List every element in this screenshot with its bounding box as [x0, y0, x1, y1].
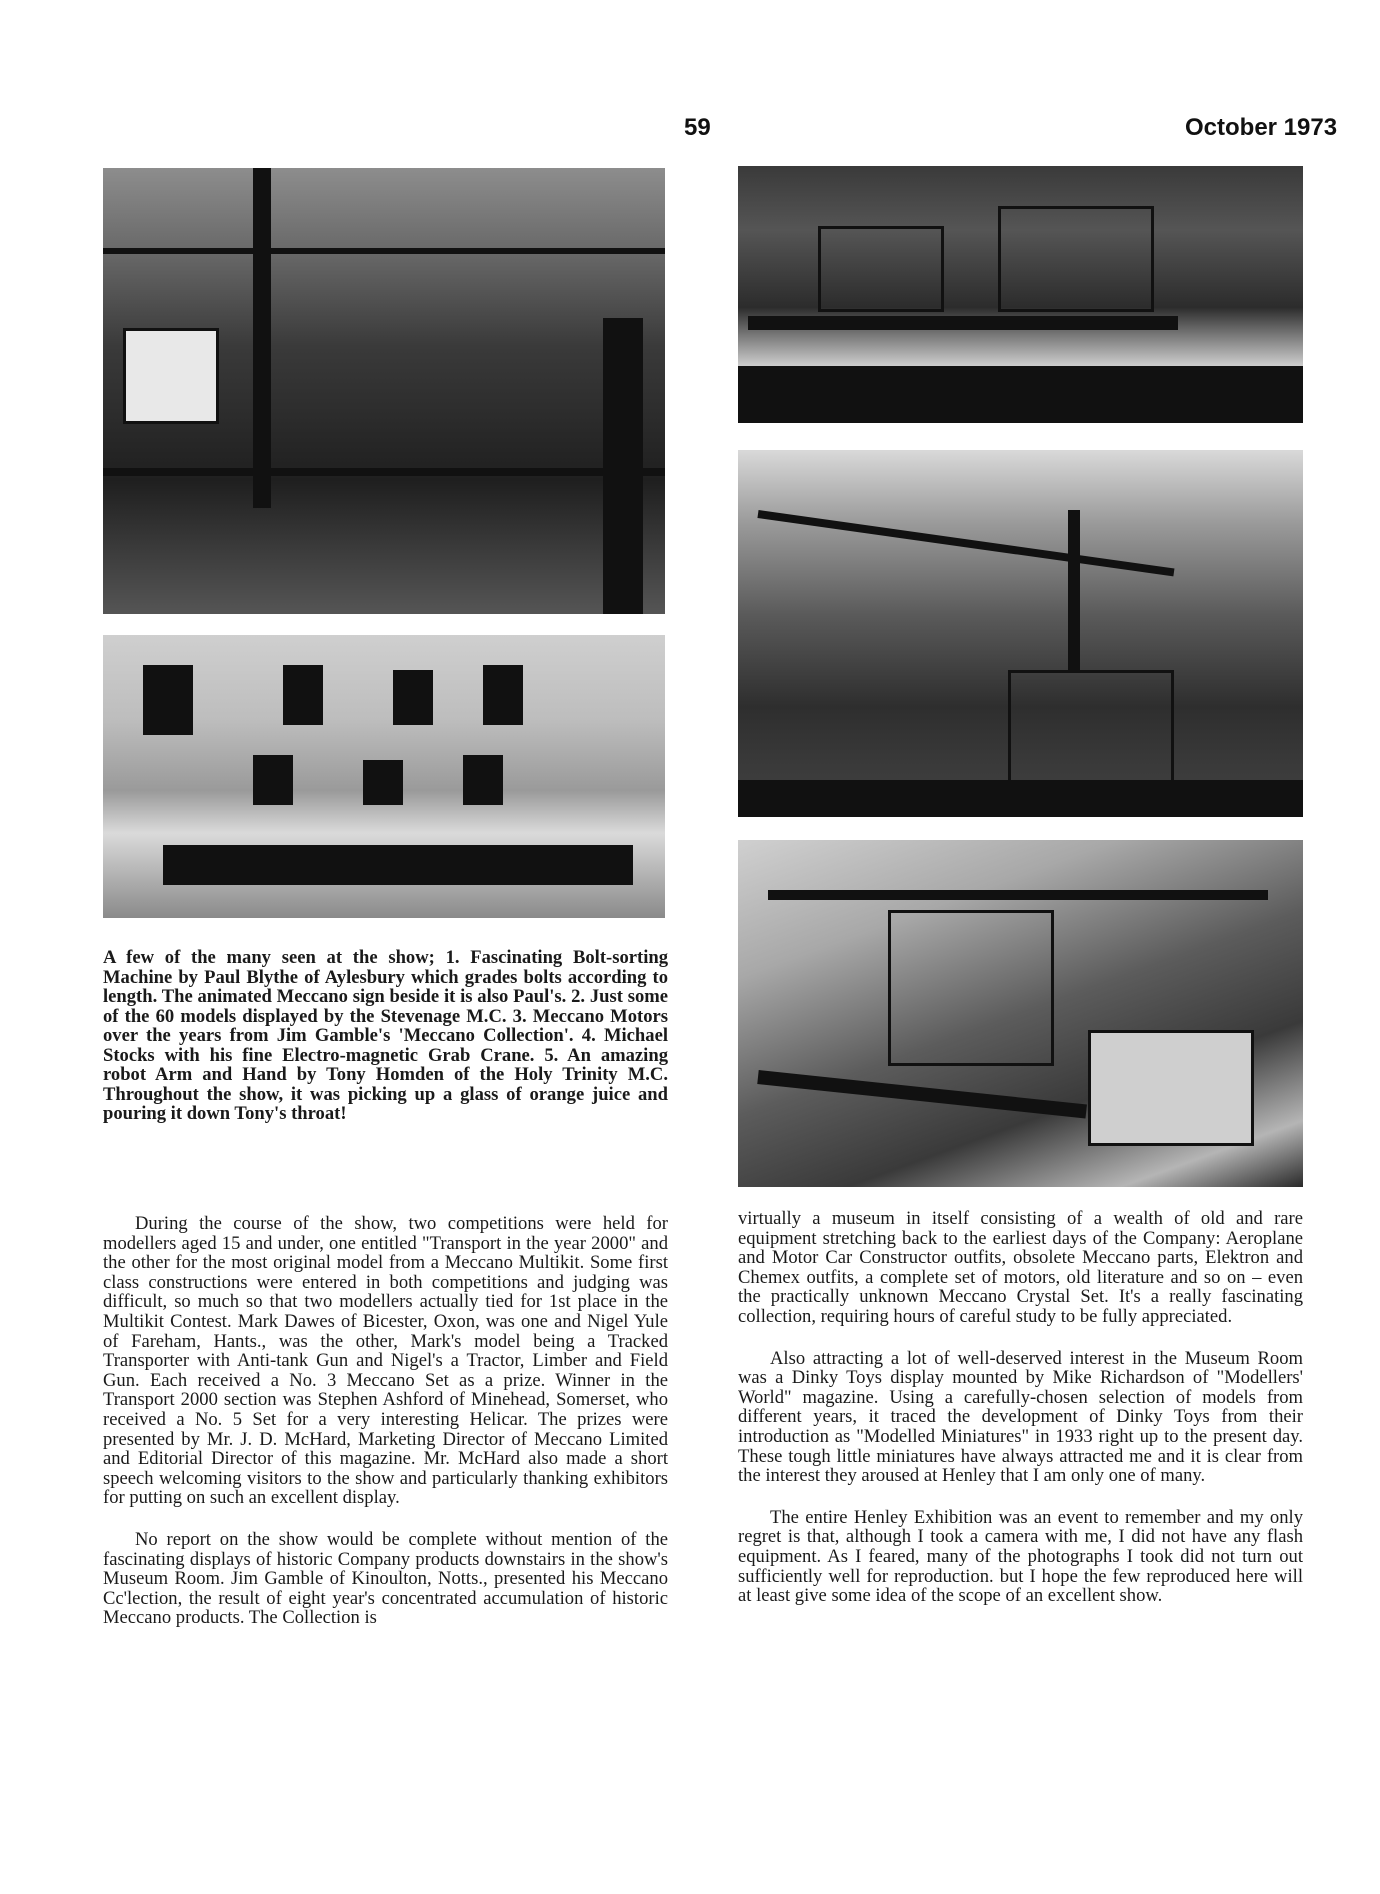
photo-meccano-motors — [738, 166, 1303, 423]
issue-date: October 1973 — [1185, 114, 1338, 141]
paragraph-competitions: During the course of the show, two competitions were held for modellers aged 15 and under, one entitled "Transport in the year 2000" and the other for the most original model from a Meccano Multikit. Some first class constructions were entered in both competitions and judging was difficult, so much so that two modellers actually tied for 1st place in the Multikit Contest. Mark Dawes of Bicester, Oxon, was one and Nigel Yule of Fareham, Hants., was the other, Mark's model being a Tracked Transporter with Anti-tank Gun and Nigel's a Tractor, Limber and Field Gun. Each received a No. 3 Meccano Set as a prize. Winner in the Transport 2000 section was Stephen Ashford of Minehead, Somerset, who received a No. 5 Set for a very interesting Helicar. The prizes were presented by Mr. J. D. McHard, Marketing Director of Meccano Limited and Editorial Director of this magazine. Mr. McHard also made a short speech welcoming visitors to the show and particularly thanking exhibitors for putting on such an excellent display. — [103, 1213, 668, 1509]
photo-bolt-sorting-machine — [103, 168, 665, 614]
photo-robot-arm — [738, 840, 1303, 1187]
photo-grab-crane — [738, 450, 1303, 817]
photo-stevenage-models — [103, 635, 665, 918]
paragraph-conclusion: The entire Henley Exhibition was an event to remember and my only regret is that, although I took a camera with me, I did not have any flash equipment. As I feared, many of the photographs I took did not turn out sufficiently well for reproduction. but I hope the few reproduced here will at least give some idea of the scope of an excellent show. — [738, 1506, 1303, 1607]
paragraph-collection-continued: virtually a museum in itself consisting of a wealth of old and rare equipment stretching back to the earliest days of the Company: Aeroplane and Motor Car Constructor outfits, obsolete Meccano parts, Elektron and Chemex outfits, a complete set of motors, old literature and so on – even the practically unknown Meccano Crystal Set. It's a really fascinating collection, requiring hours of careful study to be fully appreciated. — [738, 1208, 1303, 1327]
paragraph-dinky-toys: Also attracting a lot of well-deserved interest in the Museum Room was a Dinky Toys display mounted by Mike Richardson of "Modellers' World" magazine. Using a carefully-chosen selection of models from different years, it traced the development of Dinky Toys from their introduction as "Modelled Miniatures" in 1933 right up to the present day. These tough little miniatures have always attracted me and it is clear from the interest they aroused at Henley that I am only one of many. — [738, 1347, 1303, 1487]
article-right-column — [738, 1209, 1303, 1628]
photo-caption: A few of the many seen at the show; 1. Fascinating Bolt-sorting Machine by Paul Blythe of Aylesbury which grades bolts according to length. The animated Meccano sign beside it is also Paul's. 2. Just some of the 60 models displayed by the Stevenage M.C. 3. Meccano Motors over the years from Jim Gamble's 'Meccano Collection'. 4. Michael Stocks with his fine Electro-magnetic Grab Crane. 5. An amazing robot Arm and Hand by Tony Homden of the Holy Trinity M.C. Throughout the show, it was picking up a glass of orange juice and pouring it down Tony's throat! — [103, 947, 668, 1124]
page-number: 59 — [684, 114, 711, 141]
paragraph-museum-room: No report on the show would be complete without mention of the fascinating displays of historic Company products downstairs in the show's Museum Room. Jim Gamble of Kinoulton, Notts., presented his Meccano Cc'lection, the result of eight year's concentrated accumulation of historic Meccano products. The Collection is — [103, 1528, 668, 1629]
article-left-column — [103, 1214, 668, 1650]
